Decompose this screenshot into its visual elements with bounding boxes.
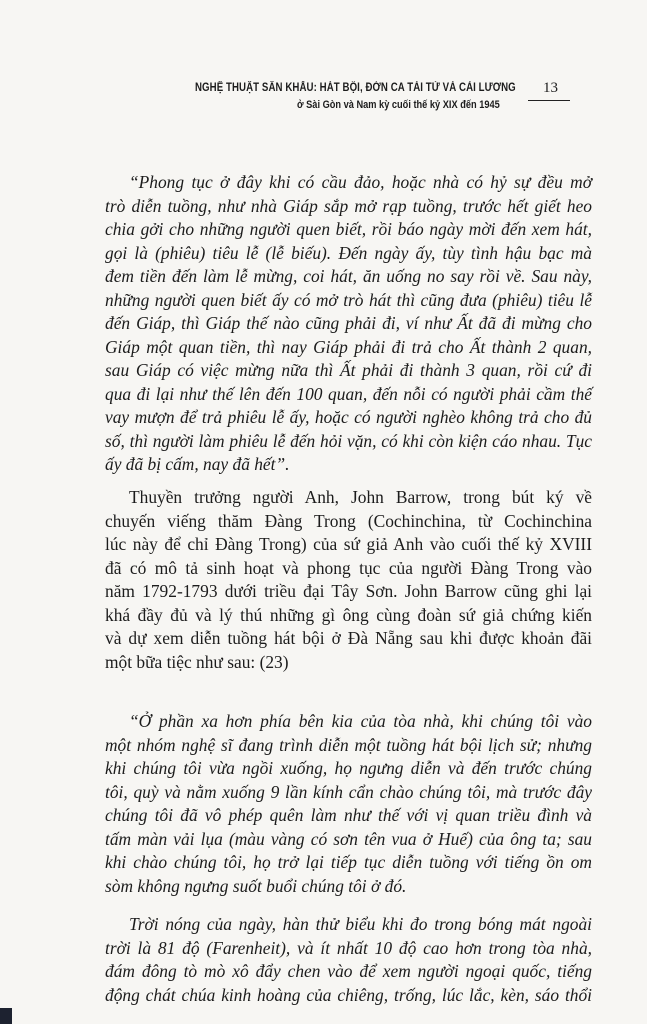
text-line: sòm không ngưng suốt buổi chúng tôi ở đó. — [105, 875, 407, 896]
header-subtitle: ở Sài Gòn và Nam kỳ cuối thế kỷ XIX đến 1945 — [297, 99, 500, 111]
text-line: qua đi lại như thế lên đến 100 quan, đến nỗi có người phải cầm thế — [105, 383, 592, 404]
text-line: lúc này để chỉ Đàng Trong) của sứ giả Anh vào cuối thế kỷ XVIII — [105, 534, 592, 554]
text-line: và dự xem diễn tuồng hát bội ở Đà Nẵng sau khi được khoản đãi — [105, 628, 592, 648]
text-line: số, thì người làm phiêu lễ đến hỏi vặn, có khi còn kiện cáo nhau. Tục — [105, 430, 592, 451]
text-line: đã có mô tả sinh hoạt và phong tục của người Đàng Trong vào — [105, 557, 592, 578]
text-line: vay mượn để trả phiêu lễ ấy, hoặc có người nghèo không trả cho đủ — [105, 407, 592, 427]
text-line: đến Giáp, thì Giáp thế nào cũng phải đi, ví như Ất đã đi mừng cho — [105, 313, 592, 333]
text-line: khá đầy đủ và lý thú những gì ông cùng đoàn sứ giả chứng kiến — [105, 604, 592, 625]
text-line: khi chúng tôi vừa ngồi xuống, họ ngưng diễn và đến trước chúng — [105, 758, 592, 778]
text-line: ấy đã bị cấm, nay đã hết”. — [105, 454, 290, 474]
text-line: Thuyền trưởng người Anh, John Barrow, trong bút ký về — [129, 487, 592, 507]
text-line: tôi, quỳ và nằm xuống 9 lần kính cẩn chào chúng tôi, mà trước đây — [105, 781, 592, 802]
text-line: một bữa tiệc như sau: (23) — [105, 651, 289, 672]
page-number: 13 — [543, 80, 558, 96]
page-number-rule — [528, 100, 570, 101]
text-line: đem tiền đến làm lễ mừng, coi hát, ăn uống no say rồi về. Sau này, — [105, 266, 592, 286]
text-line: tấm màn vải lụa (màu vàng có sơn tên vua ở Huế) của ông ta; sau — [105, 828, 592, 849]
text-line: chia gởi cho những người quen biết, rồi báo ngày mời đến xem hát, — [105, 219, 592, 239]
text-line: một nhóm nghệ sĩ đang trình diễn một tuồng hát bội lịch sử; nhưng — [105, 734, 592, 755]
text-line: chúng tôi đã vô phép quên làm như thế với vị quan triều đình và — [105, 805, 592, 825]
text-line: những người quen biết ấy có mở trò hát thì cũng đưa (phiêu) tiêu lễ — [105, 289, 592, 310]
paragraph — [105, 171, 592, 477]
page-corner-shadow — [0, 1008, 12, 1024]
header-title: NGHỆ THUẬT SÂN KHẤU: HÁT BỘI, ĐỜN CA TÀI TỬ VÀ CẢI LƯƠNG — [195, 82, 516, 94]
text-line: đám đông tò mò xô đẩy chen vào để xem người ngoại quốc, tiếng — [105, 961, 592, 981]
text-line: động chát chúa kinh hoàng của chiêng, trống, lúc lắc, kèn, sáo thổi — [105, 984, 592, 1005]
text-line: “Phong tục ở đây khi có cầu đảo, hoặc nhà có hỷ sự đều mở — [129, 172, 592, 192]
text-line: khi chào chúng tôi, họ trở lại tiếp tục diễn tuồng với tiếng ồn om — [105, 852, 592, 872]
text-line: sau Giáp có việc mừng nữa thì Ất phải đi thành 3 quan, rồi cứ đi — [105, 360, 592, 380]
text-line: trò diễn tuồng, như nhà Giáp sắp mở rạp tuồng, trước hết giết heo — [105, 195, 592, 216]
text-line: Giáp một quan tiền, thì nay Giáp phải đi trả cho Ất thành 2 quan, — [105, 336, 592, 357]
text-line: trời là 81 độ (Farenheit), và ít nhất 10 độ cao hơn trong tòa nhà, — [105, 937, 592, 958]
text-line: chuyến viếng thăm Đàng Trong (Cochinchina, từ Cochinchina — [105, 510, 592, 531]
paragraph — [105, 710, 592, 898]
text-line: năm 1792-1793 dưới triều đại Tây Sơn. John Barrow cũng ghi lại — [105, 581, 592, 601]
paragraph — [105, 486, 592, 674]
text-line: Trời nóng của ngày, hàn thử biểu khi đo trong bóng mát ngoài — [129, 914, 592, 934]
text-line: “Ở phần xa hơn phía bên kia của tòa nhà, khi chúng tôi vào — [129, 711, 592, 731]
text-line: gọi là (phiêu) tiêu lễ (lễ biếu). Đến ngày ấy, tùy tình hậu bạc mà — [105, 242, 592, 263]
paragraph — [105, 913, 592, 1007]
